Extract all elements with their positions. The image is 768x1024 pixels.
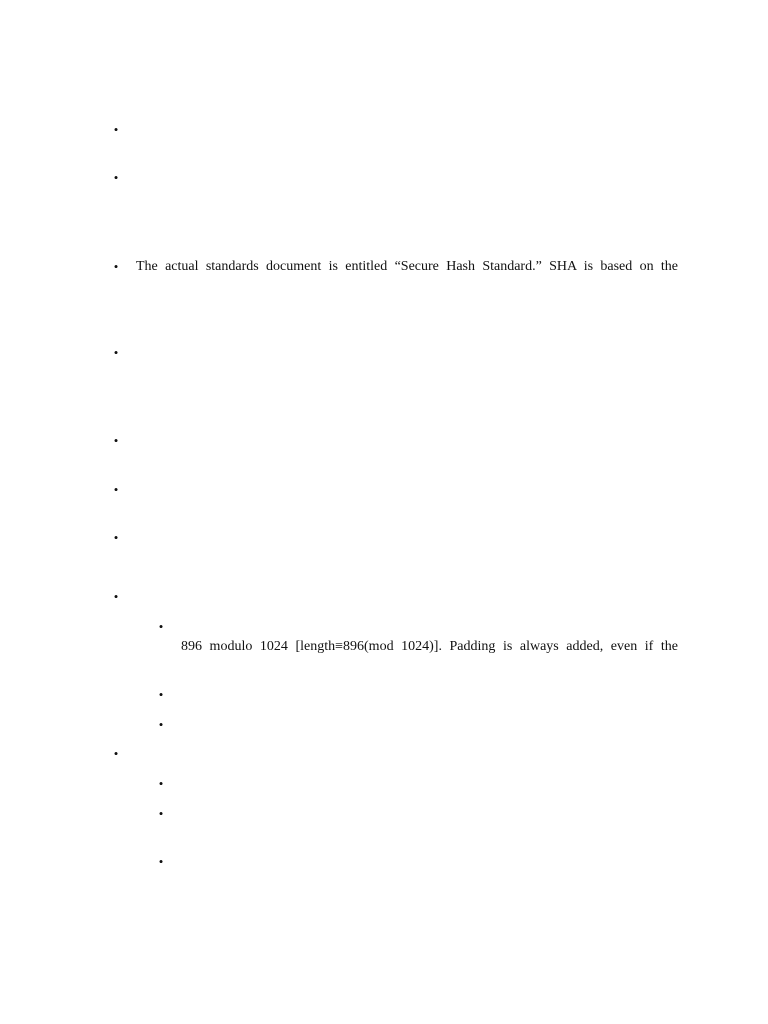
bullet-marker: • bbox=[113, 589, 119, 604]
list-item bbox=[0, 587, 768, 607]
sub-list-item bbox=[0, 774, 768, 794]
bullet-marker: • bbox=[113, 345, 119, 360]
bullet-marker: • bbox=[158, 806, 164, 821]
bullet-marker: • bbox=[113, 746, 119, 761]
sub-list-item-continuation bbox=[0, 637, 768, 657]
sub-list-item bbox=[0, 852, 768, 872]
bullet-marker: • bbox=[158, 776, 164, 791]
list-item bbox=[0, 257, 768, 277]
bullet-marker: • bbox=[158, 619, 164, 634]
bullet-marker: • bbox=[113, 259, 119, 274]
sub-list-item bbox=[0, 804, 768, 824]
list-item-text: The actual standards document is entitled “Secure Hash Standard.” SHA is based on the bbox=[136, 259, 678, 274]
sub-list-item bbox=[0, 715, 768, 735]
bullet-marker: • bbox=[113, 433, 119, 448]
bullet-marker: • bbox=[158, 854, 164, 869]
list-item bbox=[0, 744, 768, 764]
sub-list-item bbox=[0, 617, 768, 637]
list-item bbox=[0, 120, 768, 140]
bullet-marker: • bbox=[158, 687, 164, 702]
bullet-marker: • bbox=[113, 122, 119, 137]
list-item bbox=[0, 528, 768, 548]
list-item bbox=[0, 431, 768, 451]
bullet-marker: • bbox=[158, 717, 164, 732]
list-item bbox=[0, 480, 768, 500]
bullet-marker: • bbox=[113, 530, 119, 545]
sub-list-item bbox=[0, 685, 768, 705]
list-item bbox=[0, 168, 768, 188]
list-item-text: 896 modulo 1024 [length≡896(mod 1024)]. Padding is always added, even if the bbox=[181, 639, 678, 654]
list-item bbox=[0, 343, 768, 363]
bullet-marker: • bbox=[113, 170, 119, 185]
bullet-marker: • bbox=[113, 482, 119, 497]
